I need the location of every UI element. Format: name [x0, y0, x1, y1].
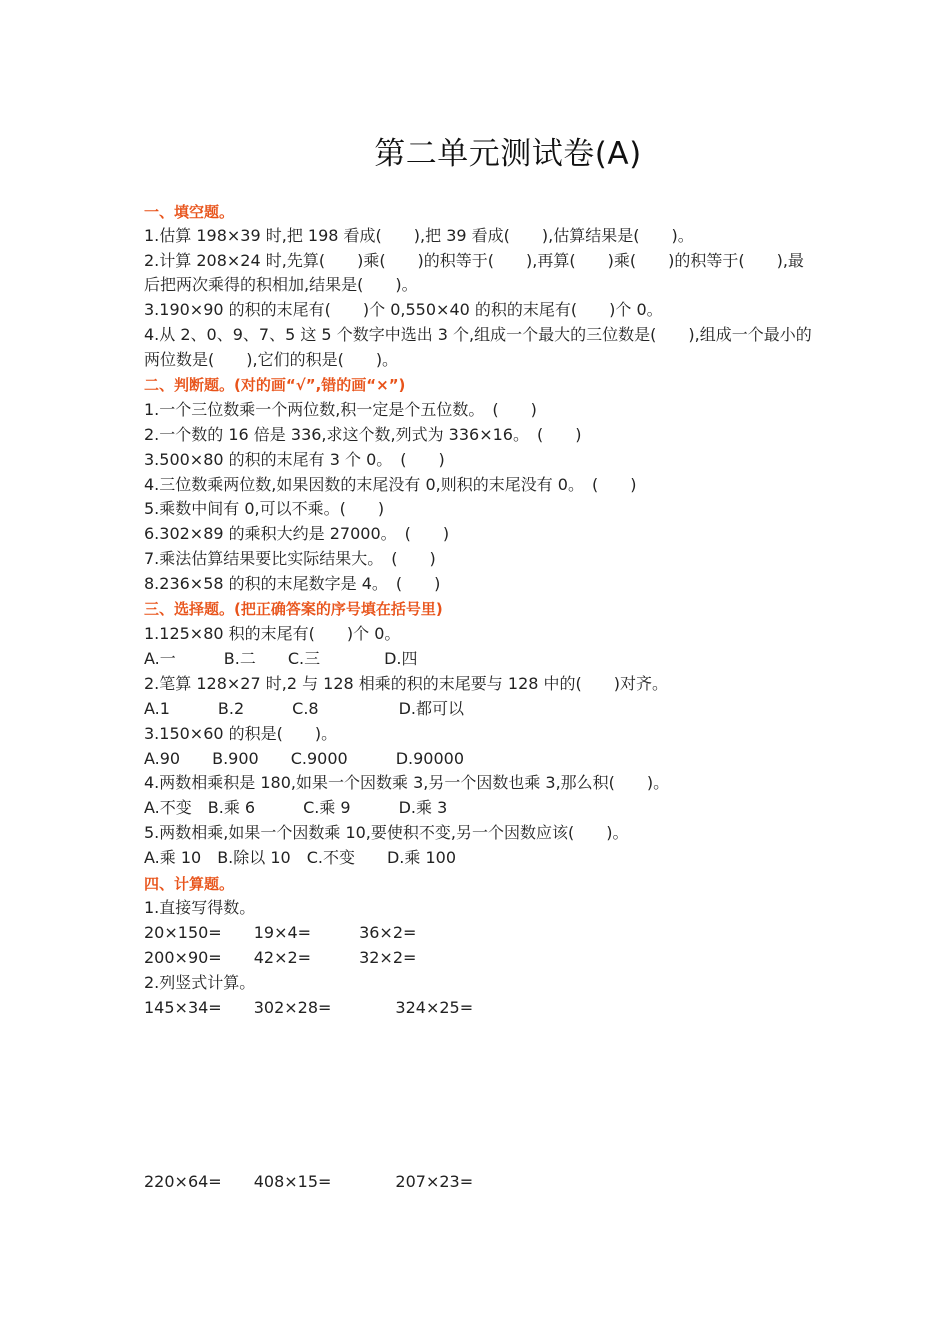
question-line: 7.乘法估算结果要比实际结果大。 ( ) — [144, 549, 436, 568]
question-line: 1.直接写得数。 — [144, 898, 256, 917]
question-line: 1.估算 198×39 时,把 198 看成( ),把 39 看成( ),估算结果是( )。 — [144, 226, 694, 245]
question-line: 3.500×80 的积的末尾有 3 个 0。 ( ) — [144, 450, 445, 469]
options-line: A.不变 B.乘 6 C.乘 9 D.乘 3 — [144, 798, 448, 817]
question-line: 6.302×89 的乘积大约是 27000。 ( ) — [144, 524, 450, 543]
question-line: 4.两数相乘积是 180,如果一个因数乘 3,另一个因数也乘 3,那么积( )。 — [144, 773, 670, 792]
question-line: 1.一个三位数乘一个两位数,积一定是个五位数。 ( ) — [144, 400, 537, 419]
options-line: A.1 B.2 C.8 D.都可以 — [144, 699, 465, 718]
question-line: 4.从 2、0、9、7、5 这 5 个数字中选出 3 个,组成一个最大的三位数是( ),组成一个最小的 — [144, 325, 812, 344]
question-line: 2.笔算 128×27 时,2 与 128 相乘的积的末尾要与 128 中的( )对齐。 — [144, 674, 669, 693]
question-line: 8.236×58 的积的末尾数字是 4。 ( ) — [144, 574, 441, 593]
calc-line: 200×90= 42×2= 32×2= — [144, 948, 417, 967]
section-heading-calc: 四、计算题。 — [144, 875, 235, 893]
options-line: A.90 B.900 C.9000 D.90000 — [144, 749, 464, 768]
question-line: 两位数是( ),它们的积是( )。 — [144, 350, 399, 369]
page-title: 第二单元测试卷(A) — [374, 136, 642, 172]
question-line: 5.乘数中间有 0,可以不乘。( ) — [144, 499, 385, 518]
options-line: A.一 B.二 C.三 D.四 — [144, 649, 418, 668]
section-heading-fill: 一、填空题。 — [144, 203, 235, 221]
question-line: 3.150×60 的积是( )。 — [144, 724, 338, 743]
question-line: 后把两次乘得的积相加,结果是( )。 — [144, 275, 418, 294]
question-line: 2.计算 208×24 时,先算( )乘( )的积等于( ),再算( )乘( )的积等于( ),最 — [144, 251, 804, 270]
calc-line: 145×34= 302×28= 324×25= — [144, 998, 474, 1017]
question-line: 2.一个数的 16 倍是 336,求这个数,列式为 336×16。 ( ) — [144, 425, 582, 444]
question-line: 2.列竖式计算。 — [144, 973, 256, 992]
options-line: A.乘 10 B.除以 10 C.不变 D.乘 100 — [144, 848, 456, 867]
section-heading-choice: 三、选择题。(把正确答案的序号填在括号里) — [144, 600, 443, 618]
question-line: 5.两数相乘,如果一个因数乘 10,要使积不变,另一个因数应该( )。 — [144, 823, 629, 842]
section-heading-judge: 二、判断题。(对的画“√”,错的画“×”) — [144, 376, 406, 394]
question-line: 1.125×80 积的末尾有( )个 0。 — [144, 624, 401, 643]
question-line: 3.190×90 的积的末尾有( )个 0,550×40 的积的末尾有( )个 0。 — [144, 300, 663, 319]
question-line: 4.三位数乘两位数,如果因数的末尾没有 0,则积的末尾没有 0。 ( ) — [144, 475, 637, 494]
calc-line: 220×64= 408×15= 207×23= — [144, 1172, 474, 1191]
calc-line: 20×150= 19×4= 36×2= — [144, 923, 417, 942]
